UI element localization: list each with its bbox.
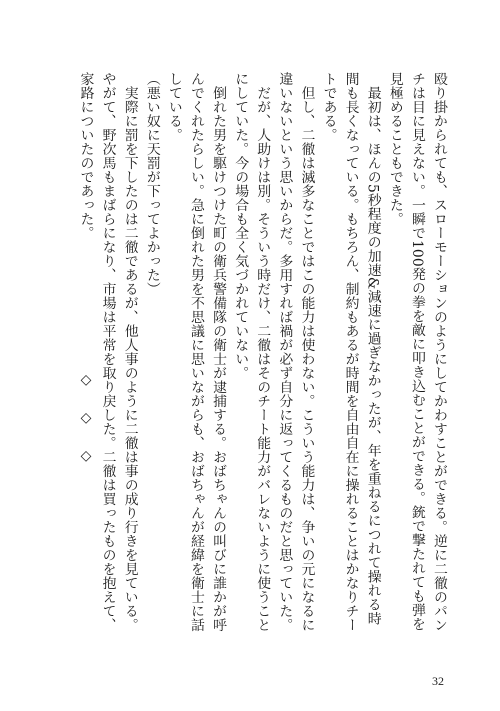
vertical-text-body [62,72,450,632]
paragraph-5: 倒れた男を駆けつけた町の衛兵警備隊の衛士が逮捕する。おばちゃんの叫びに誰かが呼んでくれたらしい。急に倒れた男を不思議に思いながらも、おばちゃんが経緯を衛士に話している。 [165,72,227,632]
section-separator: ◇◇◇ [78,372,94,486]
paragraph-3: 但し、二徹は滅多なことではこの能力は使わない。こういう能力は、争いの元になるに違いないという思いからだ。多用すれば禍が必ず自分に返ってくるものだと思っていた。 [276,72,315,632]
paragraph-2: 最初は、ほんの5秒程度の加速&減速に過ぎなかったが、年を重ねるにつれて操れる時間も長くなっている。もちろん、制約もあるが時間を自由自在に操れることはかなりチートである。 [320,72,381,632]
page-number: 32 [432,674,444,688]
paragraph-7: 実際に罰を下したのは二徹であるが、他人事のように二徹は事の成り行きを見ている。やがて、野次馬もまばらになり、市場は平常を取り戻した。二徹は買ったものを抱えて、家路についたのであった。 [77,72,138,632]
paragraph-1: 殴り掛かられても、スローモーションのようにしてかわすことができる。逆に二徹のパンチは目に見えない。一瞬で100発の拳を敵に叩き込むことができる。銃で撃たれても弾を見極めることもできた。 [386,72,447,632]
paragraph-4: だが、人助けは別。そういう時だけ、二徹はそのチート能力がバレないように使うことにしていた。今の場合も全く気づかれていない。 [232,72,271,632]
paragraph-6-inner-thought: （悪い奴に天罰が下ってよかった） [143,72,160,296]
